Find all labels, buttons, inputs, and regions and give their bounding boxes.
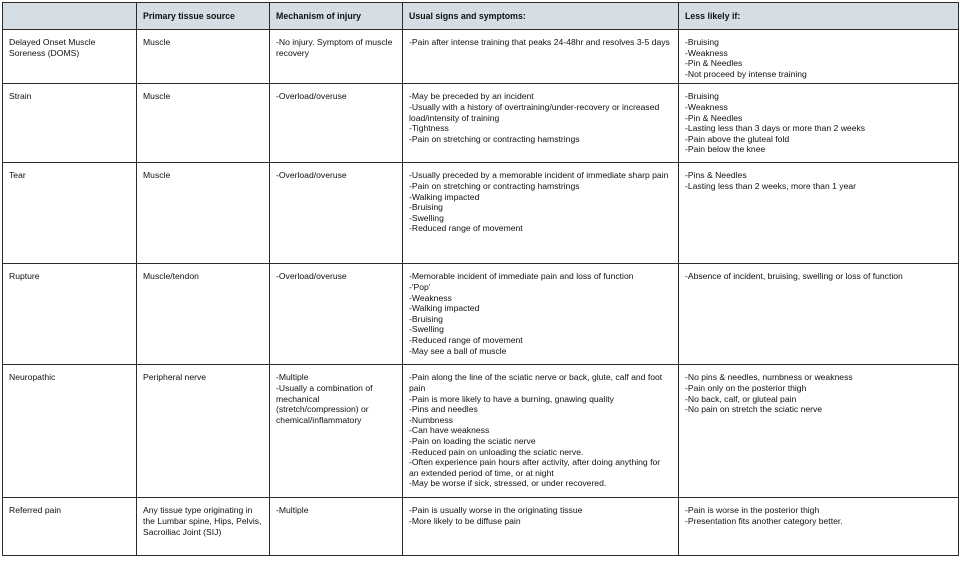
sign-line: -Pins and needles xyxy=(409,404,478,415)
sign-line: -Pain is usually worse in the originating tissue xyxy=(409,505,583,516)
less-likely-line: -Pain only on the posterior thigh xyxy=(685,382,807,393)
condition-cell: Tear xyxy=(3,163,137,264)
table-row xyxy=(3,264,959,365)
mechanism-cell xyxy=(270,264,403,365)
sign-line: -'Pop' xyxy=(409,281,431,292)
mechanism-line: -Multiple xyxy=(276,505,309,516)
sign-line: -Bruising xyxy=(409,313,443,324)
less-likely-line: -Weakness xyxy=(685,47,728,58)
signs-cell xyxy=(403,365,679,498)
sign-line: -Pain after intense training that peaks 24-48hr and resolves 3-5 days xyxy=(409,37,670,47)
tissue-cell: Muscle xyxy=(137,30,270,84)
less-likely-line: -Pain above the gluteal fold xyxy=(685,133,790,144)
sign-line: -Reduced pain on unloading the sciatic nerve. xyxy=(409,446,584,457)
table-row xyxy=(3,163,959,264)
signs-cell xyxy=(403,30,679,84)
sign-line: -Numbness xyxy=(409,414,453,425)
less-likely-line: -Pin & Needles xyxy=(685,112,743,123)
less-likely-line: -Pin & Needles xyxy=(685,58,743,69)
sign-line: -Usually with a history of overtraining/under-recovery or increased load/intensity of training xyxy=(409,101,660,123)
less-likely-cell xyxy=(679,498,959,556)
table-row xyxy=(3,365,959,498)
mechanism-cell xyxy=(270,365,403,498)
less-likely-line: -Pins & Needles xyxy=(685,170,747,181)
sign-line: -May see a ball of muscle xyxy=(409,345,507,356)
sign-line: -More likely to be diffuse pain xyxy=(409,515,521,526)
signs-cell xyxy=(403,84,679,163)
condition-cell: Delayed Onset Muscle Soreness (DOMS) xyxy=(3,30,137,84)
sign-line: -May be worse if sick, stressed, or under recovered. xyxy=(409,478,607,489)
sign-line: -Can have weakness xyxy=(409,425,490,436)
tissue-cell: Any tissue type originating in the Lumbar spine, Hips, Pelvis, Sacroiliac Joint (SIJ) xyxy=(137,498,270,556)
tissue-cell: Muscle/tendon xyxy=(137,264,270,365)
less-likely-line: -No back, calf, or gluteal pain xyxy=(685,393,797,404)
condition-cell: Neuropathic xyxy=(3,365,137,498)
less-likely-line: -Lasting less than 3 days or more than 2 weeks xyxy=(685,123,866,134)
condition-cell: Rupture xyxy=(3,264,137,365)
condition-cell: Referred pain xyxy=(3,498,137,556)
less-likely-line: -Absence of incident, bruising, swelling or loss of function xyxy=(685,271,903,282)
condition-cell: Strain xyxy=(3,84,137,163)
sign-line: -Reduced range of movement xyxy=(409,334,523,345)
less-likely-line: -Pain is worse in the posterior thigh xyxy=(685,505,820,516)
sign-line: -May be preceded by an incident xyxy=(409,91,534,102)
sign-line: -Reduced range of movement xyxy=(409,223,523,234)
sign-line: -Swelling xyxy=(409,324,444,335)
sign-line: -Pain on stretching or contracting hamstrings xyxy=(409,133,580,144)
header-row xyxy=(3,3,959,30)
tissue-cell: Muscle xyxy=(137,163,270,264)
less-likely-line: -Weakness xyxy=(685,101,728,112)
mechanism-cell xyxy=(270,84,403,163)
less-likely-line: -Lasting less than 2 weeks, more than 1 year xyxy=(685,180,857,191)
mechanism-line: -Usually a combination of mechanical (stretch/compression) or chemical/inflammatory xyxy=(276,382,373,425)
sign-line: -Often experience pain hours after activity, after doing anything for an extended period of time, or at night xyxy=(409,457,661,478)
less-likely-line: -Not proceed by intense training xyxy=(685,68,807,79)
hamstring-pain-table xyxy=(2,2,959,556)
sign-line: -Walking impacted xyxy=(409,191,480,202)
tissue-cell: Muscle xyxy=(137,84,270,163)
sign-line: -Pain is more likely to have a burning, gnawing quality xyxy=(409,393,614,404)
header-condition xyxy=(3,3,137,30)
sign-line: -Usually preceded by a memorable incident of immediate sharp pain xyxy=(409,170,669,181)
sign-line: -Pain on loading the sciatic nerve xyxy=(409,435,536,446)
mechanism-line: -Overload/overuse xyxy=(276,271,347,282)
mechanism-line: -No injury. Symptom of muscle recovery xyxy=(276,37,393,58)
mechanism-cell xyxy=(270,498,403,556)
signs-cell xyxy=(403,163,679,264)
sign-line: -Bruising xyxy=(409,202,443,213)
signs-cell xyxy=(403,498,679,556)
less-likely-line: -No pain on stretch the sciatic nerve xyxy=(685,404,823,415)
table-row xyxy=(3,30,959,84)
sign-line: -Pain on stretching or contracting hamstrings xyxy=(409,180,580,191)
less-likely-cell xyxy=(679,163,959,264)
table-row xyxy=(3,498,959,556)
sign-line: -Tightness xyxy=(409,123,449,134)
header-tissue: Primary tissue source xyxy=(137,3,270,30)
header-less-likely: Less likely if: xyxy=(679,3,959,30)
mechanism-cell xyxy=(270,163,403,264)
sign-line: -Swelling xyxy=(409,212,444,223)
mechanism-line: -Overload/overuse xyxy=(276,91,347,102)
mechanism-line: -Overload/overuse xyxy=(276,170,347,181)
sign-line: -Weakness xyxy=(409,292,452,303)
sign-line: -Memorable incident of immediate pain and loss of function xyxy=(409,271,634,282)
less-likely-cell xyxy=(679,264,959,365)
less-likely-line: -Pain below the knee xyxy=(685,144,766,155)
table-row xyxy=(3,84,959,163)
sign-line: -Walking impacted xyxy=(409,303,480,314)
less-likely-cell xyxy=(679,365,959,498)
less-likely-line: -Bruising xyxy=(685,91,719,102)
sign-line: -Pain along the line of the sciatic nerve or back, glute, calf and foot pain xyxy=(409,372,663,393)
less-likely-line: -Bruising xyxy=(685,37,719,47)
less-likely-cell xyxy=(679,30,959,84)
less-likely-line: -No pins & needles, numbness or weakness xyxy=(685,372,853,383)
tissue-cell: Peripheral nerve xyxy=(137,365,270,498)
signs-cell xyxy=(403,264,679,365)
header-signs: Usual signs and symptoms: xyxy=(403,3,679,30)
mechanism-cell xyxy=(270,30,403,84)
less-likely-cell xyxy=(679,84,959,163)
less-likely-line: -Presentation fits another category better. xyxy=(685,515,843,526)
mechanism-line: -Multiple xyxy=(276,372,309,383)
header-mechanism: Mechanism of injury xyxy=(270,3,403,30)
